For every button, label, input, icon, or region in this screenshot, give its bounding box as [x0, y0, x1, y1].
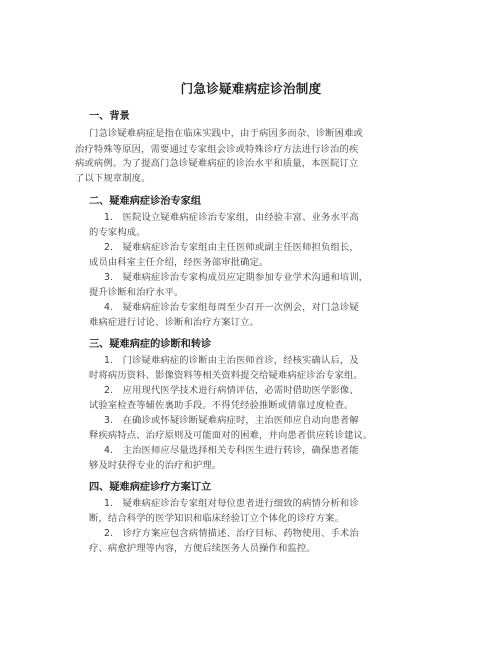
section-heading-diagnosis-referral: 三、疑难病症的诊断和转诊	[89, 339, 212, 350]
list-item-line: 4. 疑难病症诊治专家组每周至少召开一次例会，对门急诊疑	[104, 302, 359, 313]
list-item-line: 1. 门诊疑难病症的诊断由主治医师首诊，经核实确认后，及	[104, 355, 359, 366]
list-item-line: 释疾病特点、治疗原则及可能面对的困难，并向患者供应转诊建议。	[89, 430, 373, 441]
list-item-line: 的专家构成。	[89, 227, 146, 238]
list-item-line: 断，结合科学的医学知识和临床经验订立个体化的诊疗方案。	[89, 513, 345, 524]
paragraph-line: 门急诊疑难病症是指在临床实践中，由于病因多而杂、诊断困难或	[89, 128, 363, 139]
list-item-line: 2. 诊疗方案应包含病情描述、治疗目标、药物使用、手术治	[104, 528, 359, 539]
section-heading-background: 一、背景	[89, 111, 130, 122]
list-item-line: 1. 疑难病症诊治专家组对每位患者进行细致的病情分析和诊	[104, 498, 359, 509]
list-item-line: 成员由科室主任介绍，经医务部审批确定。	[89, 257, 269, 268]
list-item-line: 3. 疑难病症诊治专家构成员应定期参加专业学术沟通和培训，	[104, 272, 369, 283]
list-item-line: 疗、病愈护理等内容，方便后续医务人员操作和监控。	[89, 543, 316, 554]
list-item-line: 3. 在确诊或怀疑诊断疑难病症时，主治医师应自动向患者解	[104, 415, 359, 426]
list-item-line: 1. 医院设立疑难病症诊治专家组，由经验丰富、业务水平高	[104, 212, 359, 223]
list-item-line: 2. 疑难病症诊治专家组由主任医师或副主任医师担负组长，	[104, 242, 359, 253]
section-heading-expert-group: 二、疑难病症诊治专家组	[89, 196, 202, 207]
list-item-line: 2. 应用现代医学技术进行病情评估，必需时借助医学影像、	[104, 385, 359, 396]
section-heading-treatment-plan: 四、疑难病症诊疗方案订立	[89, 482, 212, 493]
document-title: 门急诊疑难病症诊治制度	[180, 81, 322, 96]
list-item-line: 够及时获得专业的治疗和护理。	[89, 460, 222, 471]
list-item-line: 试验室检查等辅佐裏助手段。不得凭经验推断或倩靠过度检查。	[89, 400, 354, 411]
list-item-line: 4. 主治医师应尽量选择相关专科医生进行转诊，确保患者能	[104, 445, 359, 456]
paragraph-line: 了以下规章制度。	[75, 173, 151, 184]
paragraph-line: 病或病例。为了提高门急诊疑难病症的诊治水平和质量，本医院订立	[75, 158, 359, 169]
paragraph-line: 治疗特殊等原因，需要通过专家组会诊或特殊诊疗方法进行诊治的疾	[75, 144, 359, 155]
list-item-line: 难病症进行讨论、诊断和治疗方案订立。	[89, 317, 260, 328]
list-item-line: 时将病历资料、影像资料等相关资料提交给疑难病症诊治专家组。	[89, 370, 363, 381]
list-item-line: 提升诊断和治疗水平。	[89, 287, 184, 298]
